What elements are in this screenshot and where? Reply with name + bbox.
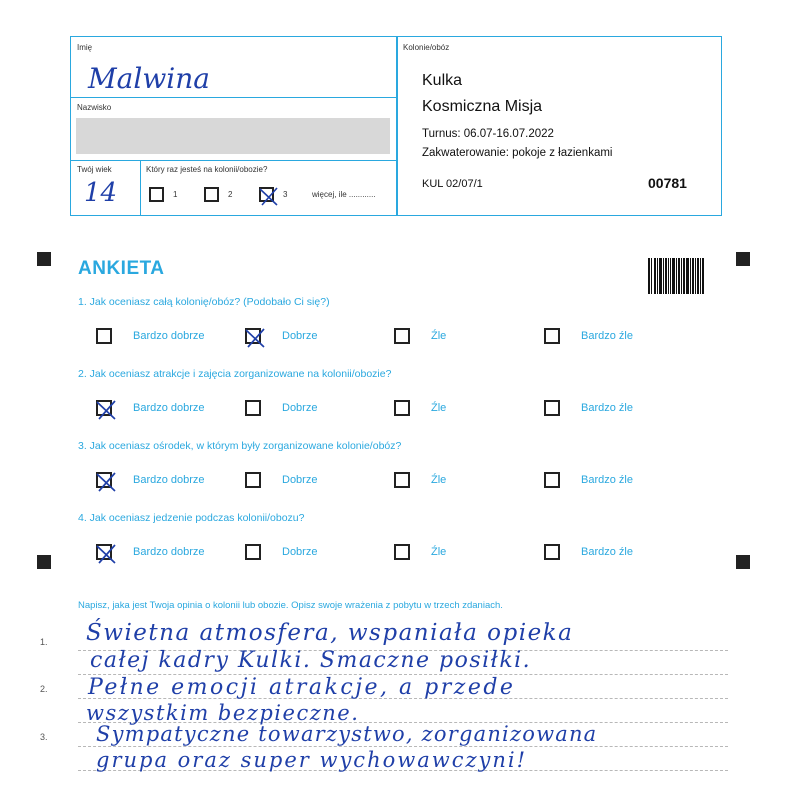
camp-code: KUL 02/07/1: [422, 178, 483, 190]
question-1-option-3-label: Źle: [431, 330, 447, 342]
surname-redaction: [76, 118, 390, 154]
question-2-option-2-label: Dobrze: [282, 402, 318, 414]
opinion-line-2[interactable]: całej kadry Kulki. Smaczne posiłki.: [90, 648, 532, 673]
name-value[interactable]: Malwina: [88, 62, 210, 95]
registration-mark-bl: [37, 555, 51, 569]
registration-mark-br: [736, 555, 750, 569]
question-4-option-4-checkbox[interactable]: [544, 544, 560, 560]
camp-title: Kosmiczna Misja: [422, 98, 543, 115]
question-4-option-2-checkbox[interactable]: [245, 544, 261, 560]
question-1-option-1-label: Bardzo dobrze: [133, 330, 205, 342]
times-checkbox-2[interactable]: [204, 187, 219, 202]
question-2-option-3-checkbox[interactable]: [394, 400, 410, 416]
times-option-3: 3: [283, 190, 288, 199]
opinion-line-3[interactable]: Pełne emocji atrakcje, a przede: [88, 675, 516, 700]
registration-mark-tl: [37, 252, 51, 266]
question-3-option-2-checkbox[interactable]: [245, 472, 261, 488]
question-4-option-2-label: Dobrze: [282, 546, 318, 558]
accommodation: Zakwaterowanie: pokoje z łazienkami: [422, 147, 613, 159]
question-3-option-3-label: Źle: [431, 474, 447, 486]
question-3-option-4-label: Bardzo źle: [581, 474, 633, 486]
age-value[interactable]: 14: [84, 178, 118, 208]
times-checkbox-3[interactable]: [259, 187, 274, 202]
question-1-option-3-checkbox[interactable]: [394, 328, 410, 344]
opinion-line-5[interactable]: Sympatyczne towarzystwo, zorganizowana: [96, 722, 598, 746]
opinion-line-4[interactable]: wszystkim bezpieczne.: [86, 701, 360, 725]
times-more: więcej, ile ............: [312, 190, 376, 199]
question-1-option-2-label: Dobrze: [282, 330, 318, 342]
times-option-2: 2: [228, 190, 233, 199]
check-x-icon: [243, 326, 267, 350]
divider-surname: [70, 160, 398, 161]
age-label: Twój wiek: [77, 165, 112, 174]
question-4-option-1-label: Bardzo dobrze: [133, 546, 205, 558]
question-3-option-2-label: Dobrze: [282, 474, 318, 486]
question-1-option-4-label: Bardzo źle: [581, 330, 633, 342]
times-checkbox-1[interactable]: [149, 187, 164, 202]
camp-label: Kolonie/obóz: [403, 43, 450, 52]
question-4-text: 4. Jak oceniasz jedzenie podczas kolonii/obozu?: [78, 512, 305, 524]
question-3-text: 3. Jak oceniasz ośrodek, w którym były zorganizowane kolonie/obóz?: [78, 440, 402, 452]
question-1-option-2-checkbox[interactable]: [245, 328, 261, 344]
line-number-2: 2.: [40, 684, 48, 694]
times-option-1: 1: [173, 190, 178, 199]
question-2-option-3-label: Źle: [431, 402, 447, 414]
line-number-3: 3.: [40, 732, 48, 742]
form-number: 00781: [648, 175, 687, 191]
question-3-option-3-checkbox[interactable]: [394, 472, 410, 488]
turnus: Turnus: 06.07-16.07.2022: [422, 128, 554, 140]
question-2-option-2-checkbox[interactable]: [245, 400, 261, 416]
question-4-option-4-label: Bardzo źle: [581, 546, 633, 558]
question-2-option-4-label: Bardzo źle: [581, 402, 633, 414]
barcode: [648, 258, 704, 294]
check-x-icon: [94, 542, 118, 566]
question-3-option-4-checkbox[interactable]: [544, 472, 560, 488]
question-2-option-1-checkbox[interactable]: [96, 400, 112, 416]
opinion-line-6[interactable]: grupa oraz super wychowawczyni!: [96, 748, 528, 772]
divider-name: [70, 97, 398, 98]
question-4-option-3-label: Źle: [431, 546, 447, 558]
opinion-line-1[interactable]: Świetna atmosfera, wspaniała opieka: [86, 620, 574, 646]
check-x-icon: [257, 185, 280, 208]
registration-mark-tr: [736, 252, 750, 266]
surname-label: Nazwisko: [77, 103, 112, 112]
question-1-text: 1. Jak oceniasz całą kolonię/obóz? (Podobało Ci się?): [78, 296, 330, 308]
times-label: Który raz jesteś na kolonii/obozie?: [146, 165, 268, 174]
question-1-option-1-checkbox[interactable]: [96, 328, 112, 344]
line-number-1: 1.: [40, 637, 48, 647]
ruled-line: [78, 746, 728, 747]
name-label: Imię: [77, 43, 93, 52]
question-2-text: 2. Jak oceniasz atrakcje i zajęcia zorganizowane na kolonii/obozie?: [78, 368, 392, 380]
check-x-icon: [94, 398, 118, 422]
question-2-option-4-checkbox[interactable]: [544, 400, 560, 416]
divider-age: [140, 160, 141, 216]
survey-title: ANKIETA: [78, 258, 165, 279]
question-4-option-1-checkbox[interactable]: [96, 544, 112, 560]
question-4-option-3-checkbox[interactable]: [394, 544, 410, 560]
question-3-option-1-checkbox[interactable]: [96, 472, 112, 488]
opinion-prompt: Napisz, jaka jest Twoja opinia o kolonii lub obozie. Opisz swoje wrażenia z pobytu w trzech zdaniach.: [78, 600, 503, 611]
camp-name: Kulka: [422, 72, 463, 89]
question-2-option-1-label: Bardzo dobrze: [133, 402, 205, 414]
question-3-option-1-label: Bardzo dobrze: [133, 474, 205, 486]
check-x-icon: [94, 470, 118, 494]
question-1-option-4-checkbox[interactable]: [544, 328, 560, 344]
